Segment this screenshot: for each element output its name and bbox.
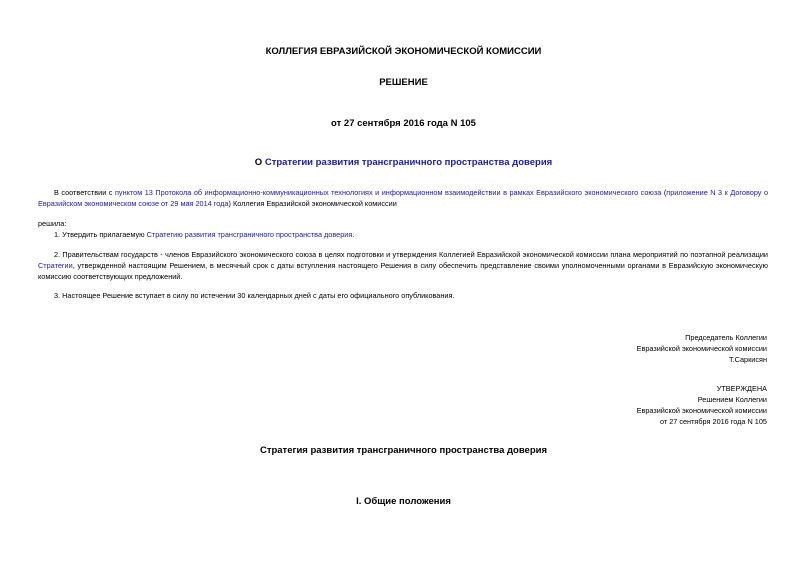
- approval-line-2: Решением Коллегии: [697, 395, 767, 404]
- approval-line-3: Евразийской экономической комиссии: [636, 406, 767, 415]
- treaty-link[interactable]: приложение N 3 к Договору о Евразийском экономическом союзе от 29 мая 2014 года: [38, 188, 769, 208]
- intro-text-mid: (: [661, 188, 667, 197]
- organization-heading: КОЛЛЕГИЯ ЕВРАЗИЙСКОЙ ЭКОНОМИЧЕСКОЙ КОМИССИИ: [265, 46, 542, 57]
- intro-text-after: ) Коллегия Евразийской экономической комиссии: [228, 199, 397, 208]
- item-2-end: , утвержденной настоящим Решением, в месячный срок с даты вступления настоящего Решения в силу обеспечить представление своими уполномоченными органами в Евразийскую экономическую комиссию соответствующих предложений.: [38, 261, 768, 281]
- strategy-title-link[interactable]: Стратегии развития трансграничного пространства доверия: [264, 157, 553, 168]
- strategy-heading: Стратегия развития трансграничного пространства доверия: [259, 445, 548, 456]
- signature-block: [507, 332, 767, 365]
- protocol-link[interactable]: пунктом 13 Протокола об информационно-коммуникационных технологиях и информационном взаимодействии в рамках Евразийского экономического союза: [114, 188, 662, 197]
- document-title: [0, 157, 807, 168]
- item-2-text: 2. Правительствам государств - членов Евразийского экономического союза в целях подготовки и утверждения Коллегией Евразийской экономической комиссии плана мероприятий по поэтапной реализации: [54, 250, 768, 259]
- date-number-heading: от 27 сентября 2016 года N 105: [331, 118, 476, 129]
- strategy-link[interactable]: Стратегии: [38, 261, 73, 270]
- approval-line-1: УТВЕРЖДЕНА: [716, 384, 767, 393]
- item-1-end: .: [352, 230, 355, 239]
- intro-text-before: В соответствии с: [54, 188, 115, 197]
- item-1: [38, 229, 768, 240]
- item-1-text: 1. Утвердить прилагаемую: [54, 230, 147, 239]
- strategy-approve-link[interactable]: Стратегию развития трансграничного пространства доверия: [146, 230, 353, 239]
- signature-line-1: Председатель Коллегии: [685, 333, 767, 342]
- item-3: 3. Настоящее Решение вступает в силу по истечении 30 календарных дней с даты его официального опубликования.: [54, 291, 455, 300]
- intro-paragraph: [38, 187, 768, 209]
- title-prefix: О: [254, 157, 265, 168]
- signature-line-3: Т.Саркисян: [728, 355, 767, 364]
- resolved-label: решила:: [38, 219, 67, 228]
- approval-block: [507, 383, 767, 427]
- section-heading: I. Общие положения: [356, 496, 451, 507]
- item-2: [38, 249, 768, 282]
- signature-line-2: Евразийской экономической комиссии: [636, 344, 767, 353]
- approval-line-4: от 27 сентября 2016 года N 105: [659, 417, 767, 426]
- document-type-heading: РЕШЕНИЕ: [379, 77, 428, 88]
